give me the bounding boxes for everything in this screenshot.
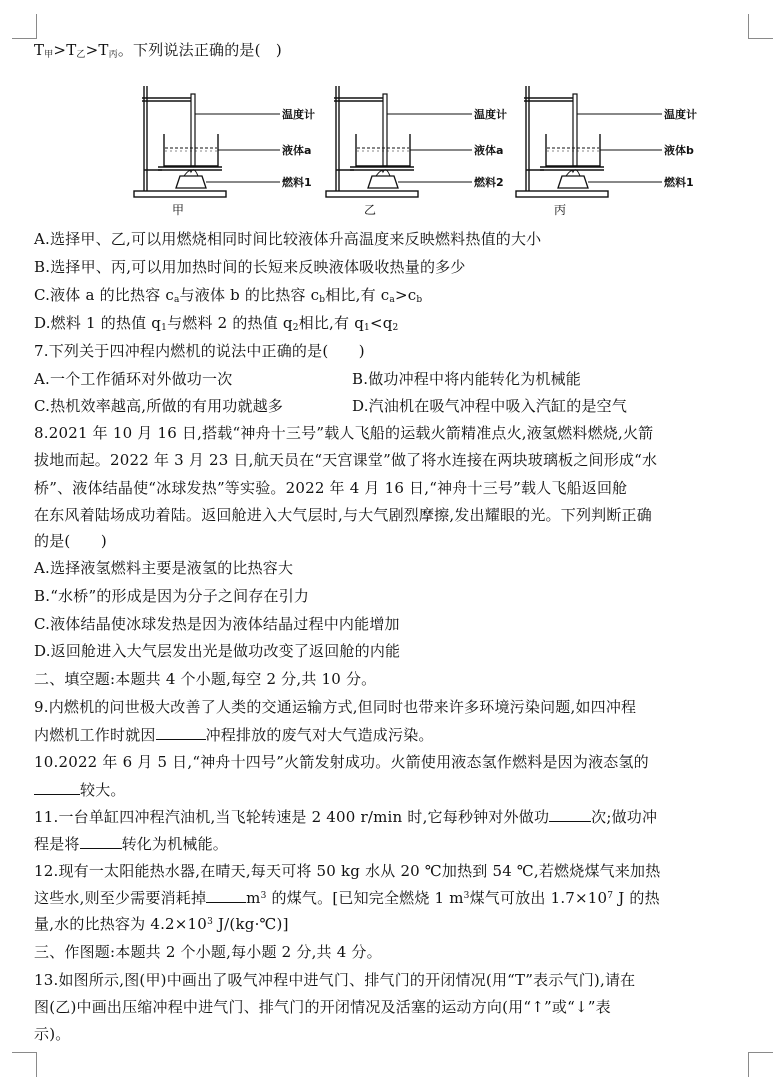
stand-base <box>516 191 608 197</box>
q7-options-row2 <box>34 396 756 416</box>
q8-option-b: B.“水桥”的形成是因为分子之间存在引力 <box>34 587 310 605</box>
setup-name: 甲 <box>172 203 185 217</box>
q8-option-d: D.返回舱进入大气层发出光是做功改变了返回舱的内能 <box>34 642 401 660</box>
thermometer-label: 温度计 <box>282 108 315 121</box>
experiment-figure <box>120 76 697 226</box>
stand-base <box>134 191 226 197</box>
q12-line3: 量,水的比热容为 $4.2\times 10^3$ J/(kg·℃)] <box>34 915 289 933</box>
burner <box>368 176 398 188</box>
fuel-label: 燃料1 <box>282 176 312 189</box>
stand-base <box>326 191 418 197</box>
q6-option-c: C.液体 a 的比热容 $c_a$与液体 b 的比热容 $c_b$相比,有 $c_a>c_b$ <box>34 286 423 305</box>
q6-option-b: B.选择甲、丙,可以用加热时间的长短来反映液体吸收热量的多少 <box>34 258 466 276</box>
burner <box>176 176 206 188</box>
crop-mark-top-left <box>12 14 37 39</box>
q7-option-a: A.一个工作循环对外做功一次 <box>34 370 233 388</box>
liquid-label: 液体a <box>474 144 504 157</box>
q8-stem-line1: 8.2021 年 10 月 16 日,搭载“神舟十三号”载人飞船的运载火箭精准点火,液氢燃料燃烧,火箭 <box>34 424 654 442</box>
setup-name: 乙 <box>364 203 377 217</box>
q8-option-c: C.液体结晶使冰球发热是因为液体结晶过程中内能增加 <box>34 615 400 633</box>
q7-option-c: C.热机效率越高,所做的有用功就越多 <box>34 397 284 415</box>
q11-line1: 11.一台单缸四冲程汽油机,当飞轮转速是 2 400 r/min 时,它每秒钟对外做功 次;做功冲 <box>34 808 658 826</box>
q11-answer-blank-2[interactable] <box>80 833 122 849</box>
setup-3 <box>516 86 697 217</box>
q11-answer-blank-1[interactable] <box>549 806 591 822</box>
q13-line2: 图(乙)中画出压缩冲程中进气门、排气门的开闭情况及活塞的运动方向(用“↑”或“↓”表 <box>34 998 611 1016</box>
section-2-heading: 二、填空题:本题共 4 个小题,每空 2 分,共 10 分。 <box>34 670 377 688</box>
q8-stem-line5: 的是( ) <box>34 532 107 550</box>
q12-answer-blank[interactable] <box>206 887 246 903</box>
crop-mark-top-right <box>748 14 773 39</box>
setup-2 <box>326 86 507 217</box>
q7-stem: 7.下列关于四冲程内燃机的说法中正确的是( ) <box>34 342 365 360</box>
q12-line2: 这些水,则至少需要消耗掉 $m^3$ 的煤气。[已知完全燃烧 1 $m^3$煤气可放出 $1.7\times 10^7$ J 的热 <box>34 889 660 907</box>
q7-option-b: B.做功冲程中将内能转化为机械能 <box>352 370 581 388</box>
q10-line2: 较大。 <box>34 779 756 800</box>
q8-stem-line4: 在东风着陆场成功着陆。返回舱进入大气层时,与大气剧烈摩擦,发出耀眼的光。下列判断正确 <box>34 506 652 524</box>
thermometer-label: 温度计 <box>664 108 697 121</box>
q6-option-d: D.燃料 1 的热值 $q_1$与燃料 2 的热值 $q_2$相比,有 $q_1<q_2$ <box>34 314 399 333</box>
q8-stem-line3: 桥”、液体结晶使“冰球发热”等实验。2022 年 4 月 16 日,“神舟十三号”载人飞船返回舱 <box>34 479 628 497</box>
q8-stem-line2: 拔地而起。2022 年 3 月 23 日,航天员在“天宫课堂”做了将水连接在两块玻璃板之间形成“水 <box>34 451 658 469</box>
q9-line2: 内燃机工作时就因 冲程排放的废气对大气造成污染。 <box>34 726 434 744</box>
thermometer <box>573 94 577 166</box>
q8-option-a: A.选择液氢燃料主要是液氢的比热容大 <box>34 559 294 577</box>
liquid-label: 液体b <box>664 144 694 157</box>
crop-mark-bottom-right <box>748 1052 773 1077</box>
liquid-label: 液体a <box>282 144 312 157</box>
q11-line2: 程是将 转化为机械能。 <box>34 835 229 853</box>
q13-line1: 13.如图所示,图(甲)中画出了吸气冲程中进气门、排气门的开闭情况(用“T”表示气门),请在 <box>34 971 636 989</box>
setup-1 <box>134 86 315 217</box>
experiment-diagram <box>120 76 697 226</box>
setup-name: 丙 <box>554 203 567 217</box>
q7-option-d: D.汽油机在吸气冲程中吸入汽缸的是空气 <box>352 397 628 415</box>
fuel-label: 燃料2 <box>474 176 504 189</box>
crop-mark-bottom-left <box>12 1052 37 1077</box>
q9-line1: 9.内燃机的问世极大改善了人类的交通运输方式,但同时也带来许多环境污染问题,如四冲程 <box>34 698 637 716</box>
q10-answer-blank[interactable] <box>34 779 80 795</box>
section-3-heading: 三、作图题:本题共 2 个小题,每小题 2 分,共 4 分。 <box>34 943 382 961</box>
q10-line1: 10.2022 年 6 月 5 日,“神舟十四号”火箭发射成功。火箭使用液态氢作燃料是因为液态氢的 <box>34 753 649 771</box>
thermometer <box>191 94 195 166</box>
q6-option-a: A.选择甲、乙,可以用燃烧相同时间比较液体升高温度来反映燃料热值的大小 <box>34 230 542 248</box>
fuel-label: 燃料1 <box>664 176 694 189</box>
thermometer-label: 温度计 <box>474 108 507 121</box>
q6-condition-line: $T_甲>T_乙>T_丙$。下列说法正确的是( ) <box>34 41 282 60</box>
q7-options-row1 <box>34 369 756 389</box>
q9-answer-blank[interactable] <box>156 724 206 740</box>
q13-line3: 示)。 <box>34 1025 71 1043</box>
burner <box>558 176 588 188</box>
thermometer <box>383 94 387 166</box>
q12-line1: 12.现有一太阳能热水器,在晴天,每天可将 50 kg 水从 20 ℃加热到 54 ℃,若燃烧煤气来加热 <box>34 862 661 880</box>
